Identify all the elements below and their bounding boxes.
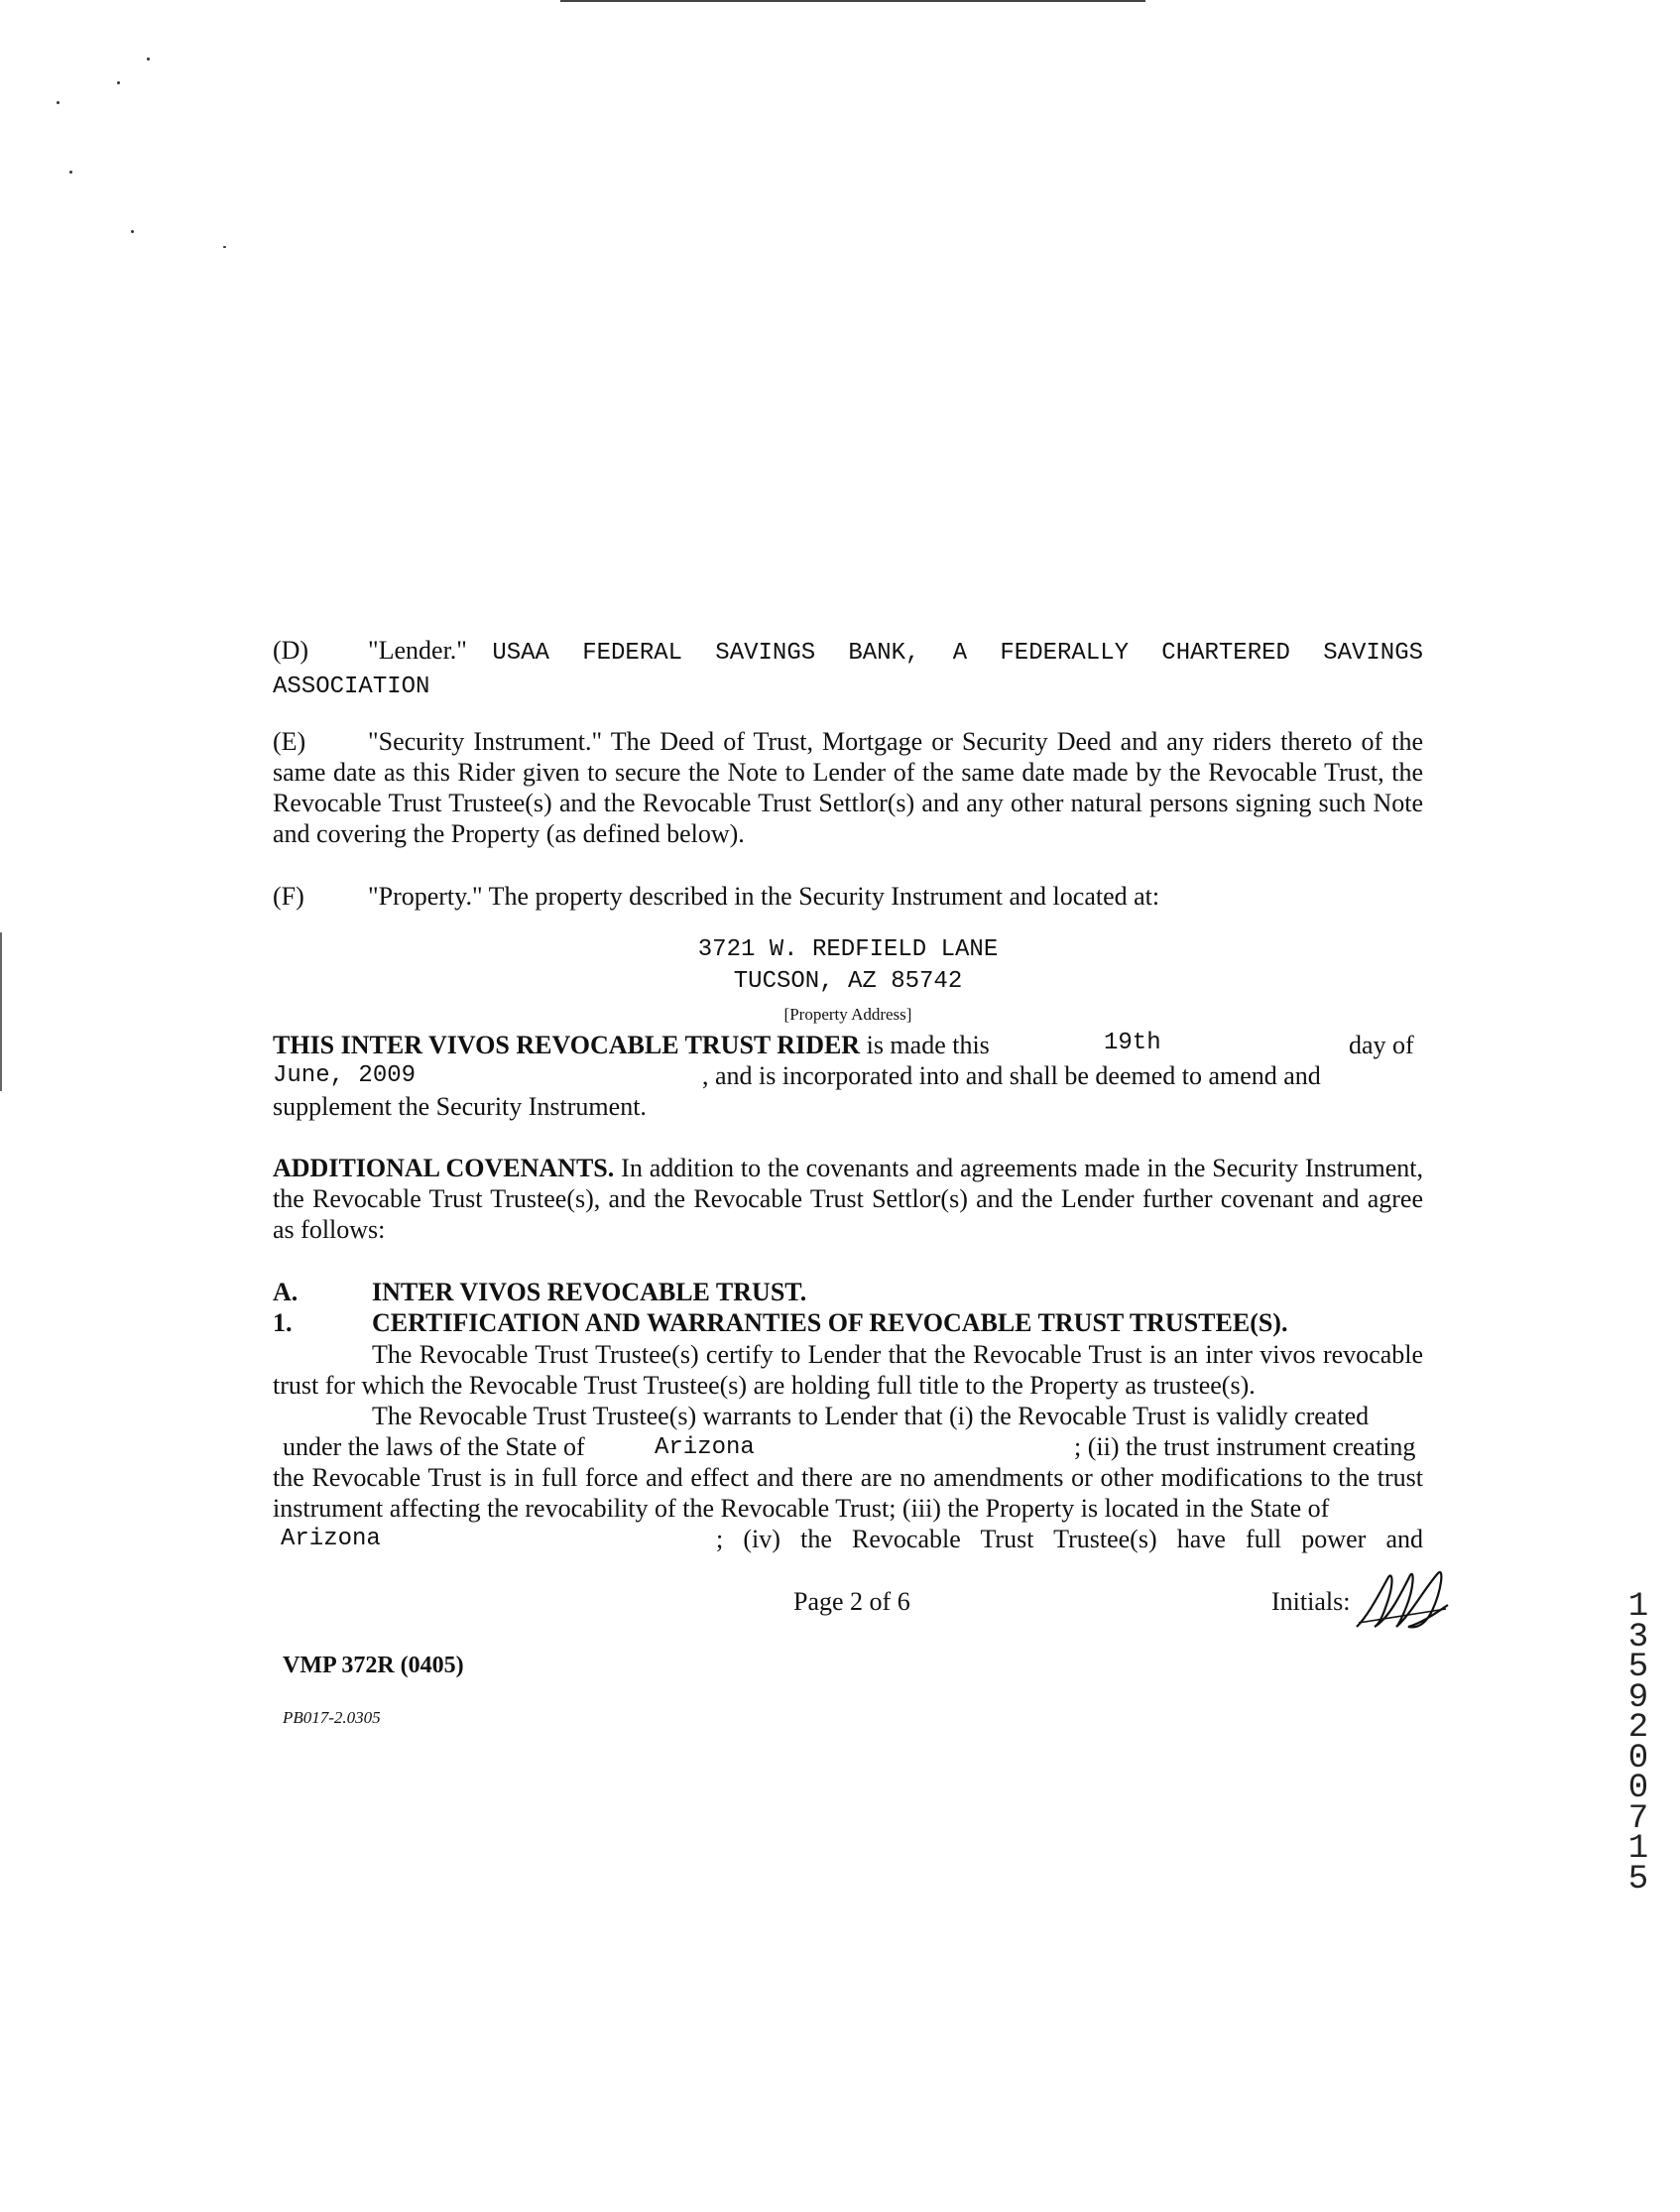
heading-a-num: A. [273,1278,299,1306]
initials-signature [1349,1565,1458,1635]
rider-day: 19th [1104,1030,1161,1056]
page-number: Page 2 of 6 [793,1587,910,1616]
para-warrants-line2b: ; (ii) the trust instrument creating [1074,1432,1416,1461]
section-d-term: "Lender." [368,636,467,665]
additional-covenants [273,1153,1423,1245]
heading-1-num: 1. [273,1308,293,1337]
stamp-digit: 1 [1627,1830,1649,1868]
stamp-digit: 0 [1627,1770,1649,1807]
doc-code: PB017-2.0305 [283,1708,381,1727]
stamp-digit: 2 [1627,1709,1649,1747]
stamp-digit: 1 [1627,1588,1649,1626]
section-f-label: (F) [273,882,304,911]
covenants-text: In addition to the covenants and agreements made in the Security Instrument, the Revocable Trust Trustee(s), and the Revocable Trust Settlor(s) and the Lender further covenant and agree as follows: [273,1154,1424,1244]
heading-a [273,1278,806,1307]
section-f [273,881,1423,912]
heading-1-title: CERTIFICATION AND WARRANTIES OF REVOCABLE TRUST TRUSTEE(S). [372,1308,1288,1337]
rider-rest: , and is incorporated into and shall be deemed to amend and [702,1061,1321,1090]
form-code: VMP 372R (0405) [283,1653,464,1678]
property-address-line1: 3721 W. REDFIELD LANE [697,936,999,963]
scan-speck [131,230,134,233]
stamp-digit: 0 [1627,1739,1649,1778]
rider-line1 [273,1030,1423,1060]
state-field-1: Arizona [655,1434,755,1461]
left-scan-edge [0,932,2,1091]
section-d-label: (D) [273,636,309,665]
stamp-digit: 7 [1627,1799,1649,1838]
scan-speck [117,81,120,84]
rider-day-of: day of [1349,1031,1414,1059]
section-e [273,726,1423,849]
initials-label: Initials: [1271,1587,1351,1616]
property-address-caption: [Property Address] [783,1005,912,1024]
para-warrants-line4: ; (iv) the Revocable Trust Trustee(s) have full power and [716,1525,1423,1553]
covenants-lead: ADDITIONAL COVENANTS. [273,1154,615,1182]
para-warrants-line2a: under the laws of the State of [283,1432,585,1461]
stamp-digit: 5 [1627,1649,1649,1686]
rider-made-this: is made this [866,1031,990,1059]
rider-month-year: June, 2009 [273,1062,417,1089]
rider-lead: THIS INTER VIVOS REVOCABLE TRUST RIDER [273,1031,861,1059]
scan-speck [223,246,226,248]
heading-1 [273,1308,1287,1338]
lender-name: USAA FEDERAL SAVINGS BANK, A FEDERALLY CHARTERED SAVINGS ASSOCIATION [273,640,1424,700]
stamp-digit: 5 [1627,1860,1649,1899]
top-scan-line [560,0,1145,2]
state-field-2: Arizona [281,1526,381,1552]
para-warrants-line1: The Revocable Trust Trustee(s) warrants to Lender that (i) the Revocable Trust is validly created [372,1402,1370,1430]
scan-speck [57,101,60,104]
para-warrants-line3: the Revocable Trust is in full force and effect and there are no amendments or other modifications to the trust instrument affecting the revocability of the Revocable Trust; (iii) the Property is located in the State of [273,1463,1423,1523]
section-d [273,635,1423,702]
section-e-text: "Security Instrument." The Deed of Trust, Mortgage or Security Deed and any riders thereto of the same date as this Rider given to secure the Note to Lender of the same date made by the Revocable Trust, the Revocable Trust Trustee(s) and the Revocable Trust Settlor(s) and any other natural persons signing such Note and covering the Property (as defined below). [273,727,1423,848]
section-f-text: "Property." The property described in the Security Instrument and located at: [368,882,1160,911]
scan-speck [147,58,150,61]
heading-a-title: INTER VIVOS REVOCABLE TRUST. [372,1278,807,1306]
stamp-digit: 9 [1627,1678,1649,1717]
side-document-number [1619,1588,1658,1899]
rider-rest2: supplement the Security Instrument. [273,1092,647,1121]
para-certify: The Revocable Trust Trustee(s) certify to Lender that the Revocable Trust is an inter vivos revocable trust for which the Revocable Trust Trustee(s) are holding full title to the Property as trustee(s). [273,1340,1423,1400]
stamp-digit: 3 [1627,1618,1649,1657]
scan-speck [69,171,72,174]
property-address-line2: TUCSON, AZ 85742 [733,968,963,995]
section-e-label: (E) [273,727,306,756]
